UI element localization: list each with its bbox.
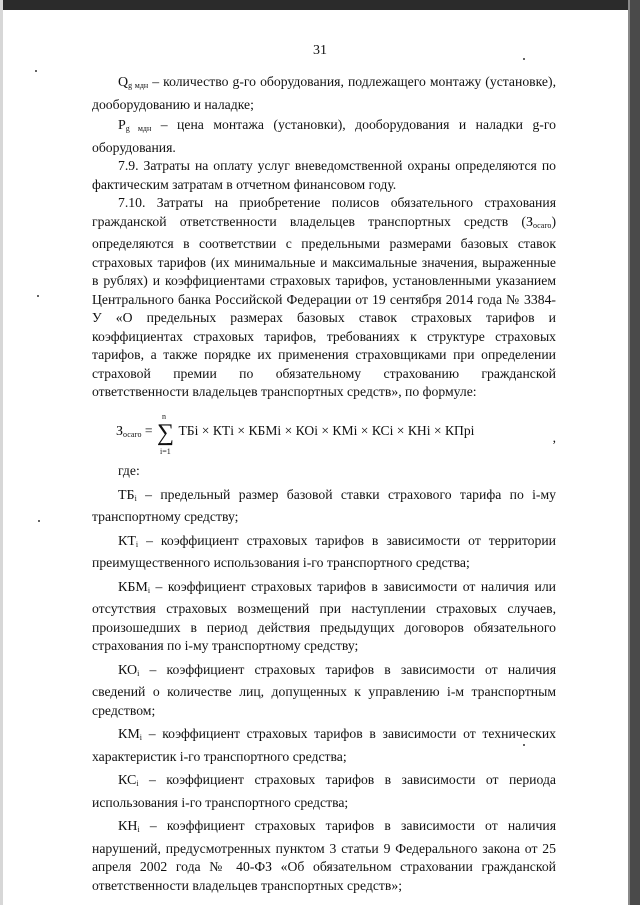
sum-lower-limit: i=1 <box>159 447 171 456</box>
definition-item <box>92 771 556 812</box>
scan-edge-top <box>0 0 640 10</box>
definition-symbol: КТ <box>118 533 136 549</box>
text-block-lower <box>92 462 556 895</box>
definition-symbol: КБМ <box>118 579 148 595</box>
symbol-p-subscript: g мдн <box>125 124 152 133</box>
symbol-z-osago-subscript: осаго <box>532 220 552 230</box>
sum-upper-limit: n <box>161 412 166 421</box>
scan-speck <box>37 295 39 297</box>
scan-edge-left <box>0 0 3 905</box>
definition-text: – коэффициент страховых тарифов в зависимости от наличия сведений о количестве лиц, допущенных к управлению i-м транспортным средством; <box>92 661 556 718</box>
paragraph-7-10 <box>92 194 556 402</box>
formula <box>116 412 556 456</box>
where-label: где: <box>118 463 140 478</box>
symbol-z-osago: З <box>525 214 533 230</box>
paragraph-q-text: – количество g-го оборудования, подлежащего монтажу (установке), дооборудованию и наладке; <box>92 74 556 112</box>
paragraph-q <box>92 73 556 114</box>
page-number: 31 <box>313 43 327 58</box>
definition-item <box>92 532 556 573</box>
symbol-q: Q <box>118 75 129 90</box>
definition-symbol: КМ <box>118 727 140 742</box>
definition-text: – предельный размер базовой ставки страхового тарифа по i-му транспортному средству; <box>92 486 556 524</box>
paragraph-p <box>92 116 556 157</box>
formula-rhs: ТБi × КТi × КБМi × КОi × КМi × КСi × КНi × КПpi <box>178 423 475 438</box>
definition-symbol: ТБ <box>118 487 135 503</box>
definition-item <box>92 817 556 895</box>
definition-symbol: КН <box>118 819 138 834</box>
definition-symbol: КС <box>118 773 137 788</box>
definition-symbol-subscript: i <box>135 539 139 549</box>
definition-text: – коэффициент страховых тарифов в зависимости от территории преимущественного использования i-го транспортного средства; <box>92 532 556 570</box>
paragraph-7-10-text-b: ) определяются в соответствии с предельными размерами базовых ставок страховых тарифов (их минимальные и максимальные значения, выраженные в рублях) и коэффициентами страховых тарифов, установленными указанием Центрального банка Российской Федерации от 19 сентября 2014 года № 3384-У «О предельных размерах базовых ставок страховых тарифов и коэффициентах страховых тарифов, требованиях к структуре страховых тарифов, а также порядке их применения страховщиками при определении страховой премии по обязательному страхованию гражданской ответственности владельцев транспортных средств», по формуле: <box>92 213 556 399</box>
scan-speck <box>38 520 40 522</box>
definition-symbol-subscript: i <box>137 825 140 834</box>
formula-equals: = <box>141 423 156 438</box>
definition-text: – коэффициент страховых тарифов в зависимости от периода использования i-го транспортного средства; <box>92 772 556 810</box>
sum-icon: ∑ n i=1 <box>156 412 175 456</box>
definition-symbol-subscript: i <box>134 493 137 503</box>
definitions-list <box>92 486 556 896</box>
scan-edge-right <box>628 0 640 905</box>
formula-comma: , <box>552 430 556 445</box>
definition-symbol-subscript: i <box>139 733 143 742</box>
symbol-p: P <box>118 118 126 133</box>
definition-symbol: КО <box>118 662 138 678</box>
definition-symbol-subscript: i <box>136 779 139 788</box>
definition-item <box>92 578 556 656</box>
formula-lhs: З <box>116 424 124 439</box>
formula-lhs-subscript: осаго <box>123 430 142 439</box>
definition-symbol-subscript: i <box>137 668 140 678</box>
paragraph-p-text: – цена монтажа (установки), дооборудования и наладки g-го оборудования. <box>92 117 556 155</box>
paragraph-7-9: 7.9. Затраты на оплату услуг вневедомственной охраны определяются по фактическим затратам в отчетном финансовом году. <box>92 158 556 192</box>
definition-symbol-subscript: i <box>147 585 151 595</box>
scan-speck <box>523 58 525 60</box>
definition-item <box>92 661 556 721</box>
definition-text: – коэффициент страховых тарифов в зависимости от наличия или отсутствия страховых возмещений при наступлении страховых случаев, произошедших в период действия предыдущих договоров обязательного страхования по i-му транспортному средству; <box>92 578 556 653</box>
paragraph-7-10-text-a: 7.10. Затраты на приобретение полисов обязательного страхования гражданской ответственности владельцев транспортных средств ( <box>92 195 556 229</box>
definition-item <box>92 486 556 527</box>
text-block-upper <box>92 73 556 402</box>
definition-text: – коэффициент страховых тарифов в зависимости от технических характеристик i-го транспортного средства; <box>92 726 556 764</box>
definition-item <box>92 725 556 766</box>
symbol-q-subscript: g мдн <box>128 81 149 90</box>
definition-text: – коэффициент страховых тарифов в зависимости от наличия нарушений, предусмотренных пунктом 3 статьи 9 Федерального закона от 25 апреля 2002 года № 40-ФЗ «Об обязательном страховании гражданской ответственности владельцев транспортных средств»; <box>92 818 556 893</box>
scan-speck <box>35 70 37 72</box>
